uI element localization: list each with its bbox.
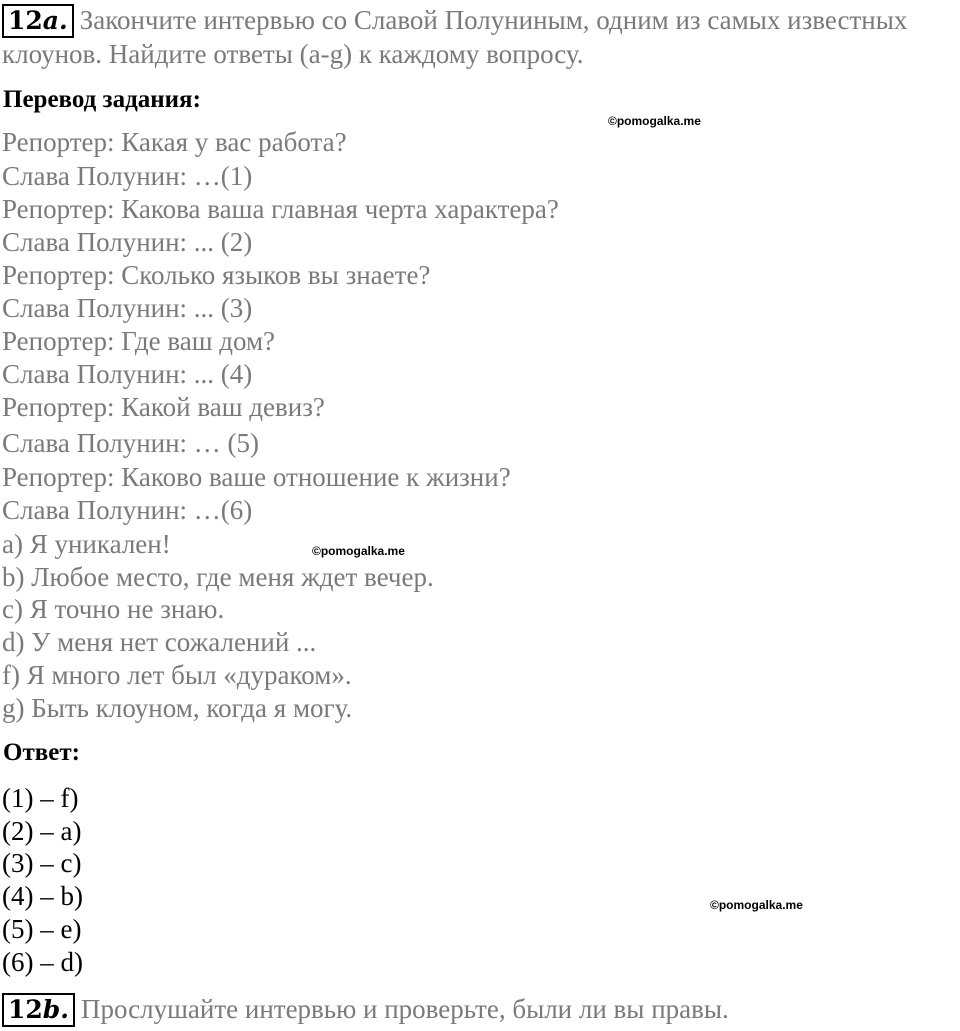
answer-line: (4) – b) [2,881,83,911]
exercise-12b-number: 12 [8,995,43,1024]
dialogue-line: Слава Полунин: ... (3) [2,293,253,323]
dialogue-line: Слава Полунин: …(1) [2,161,253,191]
option-line: f) Я много лет был «дураком». [2,660,352,690]
watermark-2: ©pomogalka.me [312,544,405,558]
dialogue-line: Слава Полунин: …(6) [2,495,253,525]
translation-title: Перевод задания: [3,86,201,113]
exercise-12a-number: 12 [8,6,43,35]
answer-line: (5) – e) [2,914,82,944]
option-line: b) Любое место, где меня ждет вечер. [2,562,434,592]
answer-line: (3) – c) [2,848,82,878]
option-line: a) Я уникален! [2,529,171,559]
dialogue-line: Слава Полунин: ... (4) [2,359,253,389]
dialogue-line: Репортер: Какой ваш девиз? [2,392,325,422]
exercise-12b-text: Прослушайте интервью и проверьте, были ли вы правы. [80,994,729,1024]
answer-line: (2) – a) [2,816,82,846]
option-line: d) У меня нет сожалений ... [2,627,317,657]
option-line: g) Быть клоуном, когда я могу. [2,693,353,723]
answer-line: (1) – f) [2,783,79,813]
option-line: c) Я точно не знаю. [2,594,225,624]
exercise-12b-suffix: b. [42,995,69,1024]
exercise-12a-number-box [2,4,74,38]
exercise-12a-text: Закончите интервью со Славой Полуниным, одним из самых известных клоунов. Найдите ответы (a-g) к каждому вопросу. [2,5,908,69]
watermark-3: ©pomogalka.me [710,898,803,912]
exercise-12a-suffix: a. [42,6,68,35]
dialogue-line: Репортер: Каково ваше отношение к жизни? [2,462,511,492]
dialogue-line: Репортер: Какая у вас работа? [2,127,347,157]
dialogue-line: Слава Полунин: … (5) [2,428,260,458]
watermark-1: ©pomogalka.me [608,114,701,128]
exercise-12b-number-box [2,993,75,1027]
dialogue-line: Репортер: Где ваш дом? [2,326,276,356]
exercise-12a-instruction [2,4,957,71]
dialogue-line: Репортер: Какова ваша главная черта характера? [2,194,559,224]
exercise-12b-instruction [2,993,957,1027]
answer-line: (6) – d) [2,947,83,977]
dialogue-line: Репортер: Сколько языков вы знаете? [2,260,431,290]
dialogue-line: Слава Полунин: ... (2) [2,227,253,257]
answer-title: Ответ: [3,739,80,766]
